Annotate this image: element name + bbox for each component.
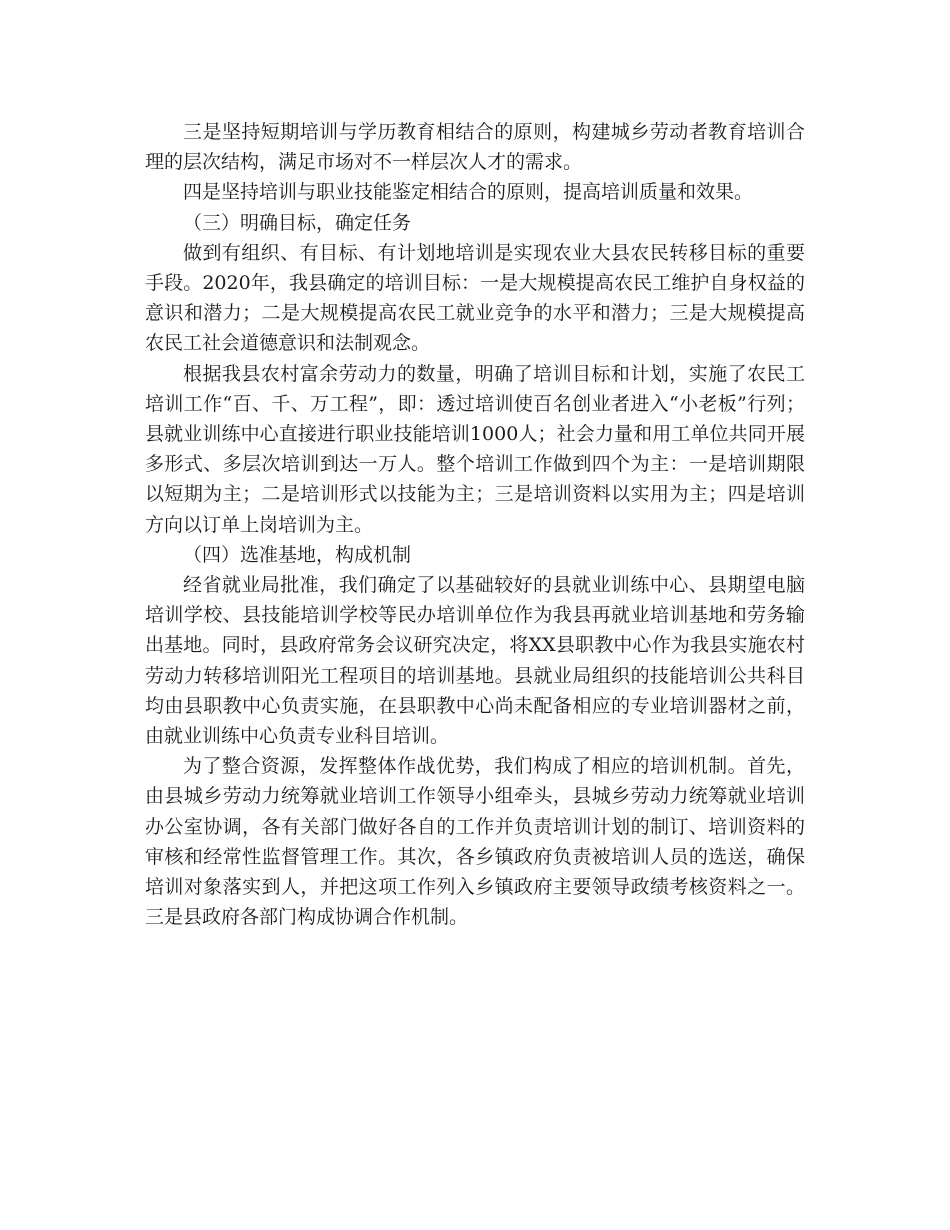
paragraph-training-plan: 根据我县农村富余劳动力的数量，明确了培训目标和计划，实施了农民工培训工作“百、千、万工程”，即：透过培训使百名创业者进入“小老板”行列；县就业训练中心直接进行职业技能培训1000人；社会力量和用工单位共同开展多形式、多层次培训到达一万人。整个培训工作做到四个为主：一是培训期限以短期为主；二是培训形式以技能为主；三是培训资料以实用为主；四是培训方向以订单上岗培训为主。 xyxy=(145,362,805,536)
paragraph-training-mechanism: 为了整合资源，发挥整体作战优势，我们构成了相应的培训机制。首先，由县城乡劳动力统筹就业培训工作领导小组牵头，县城乡劳动力统筹就业培训办公室协调，各有关部门做好各自的工作并负责培训计划的制订、培训资料的审核和经常性监督管理工作。其次，各乡镇政府负责被培训人员的选送，确保培训对象落实到人，并把这项工作列入乡镇政府主要领导政绩考核资料之一。三是县政府各部门构成协调合作机制。 xyxy=(145,755,805,929)
paragraph-principle-four: 四是坚持培训与职业技能鉴定相结合的原则，提高培训质量和效果。 xyxy=(183,181,754,204)
section-heading-four: （四）选准基地，构成机制 xyxy=(183,543,412,566)
paragraph-training-goals: 做到有组织、有目标、有计划地培训是实现农业大县农民转移目标的重要手段。2020年，我县确定的培训目标：一是大规模提高农民工维护自身权益的意识和潜力；二是大规模提高农民工就业竞争的水平和潜力；三是大规模提高农民工社会道德意识和法制观念。 xyxy=(145,241,805,355)
document-body xyxy=(145,117,805,932)
section-heading-three: （三）明确目标，确定任务 xyxy=(183,211,412,234)
paragraph-principle-three: 三是坚持短期培训与学历教育相结合的原则，构建城乡劳动者教育培训合理的层次结构，满足市场对不一样层次人才的需求。 xyxy=(145,121,805,174)
paragraph-training-base: 经省就业局批准，我们确定了以基础较好的县就业训练中心、县期望电脑培训学校、县技能培训学校等民办培训单位作为我县再就业培训基地和劳务输出基地。同时，县政府常务会议研究决定，将XX县职教中心作为我县实施农村劳动力转移培训阳光工程项目的培训基地。县就业局组织的技能培训公共科目均由县职教中心负责实施，在县职教中心尚未配备相应的专业培训器材之前，由就业训练中心负责专业科目培训。 xyxy=(145,574,805,748)
